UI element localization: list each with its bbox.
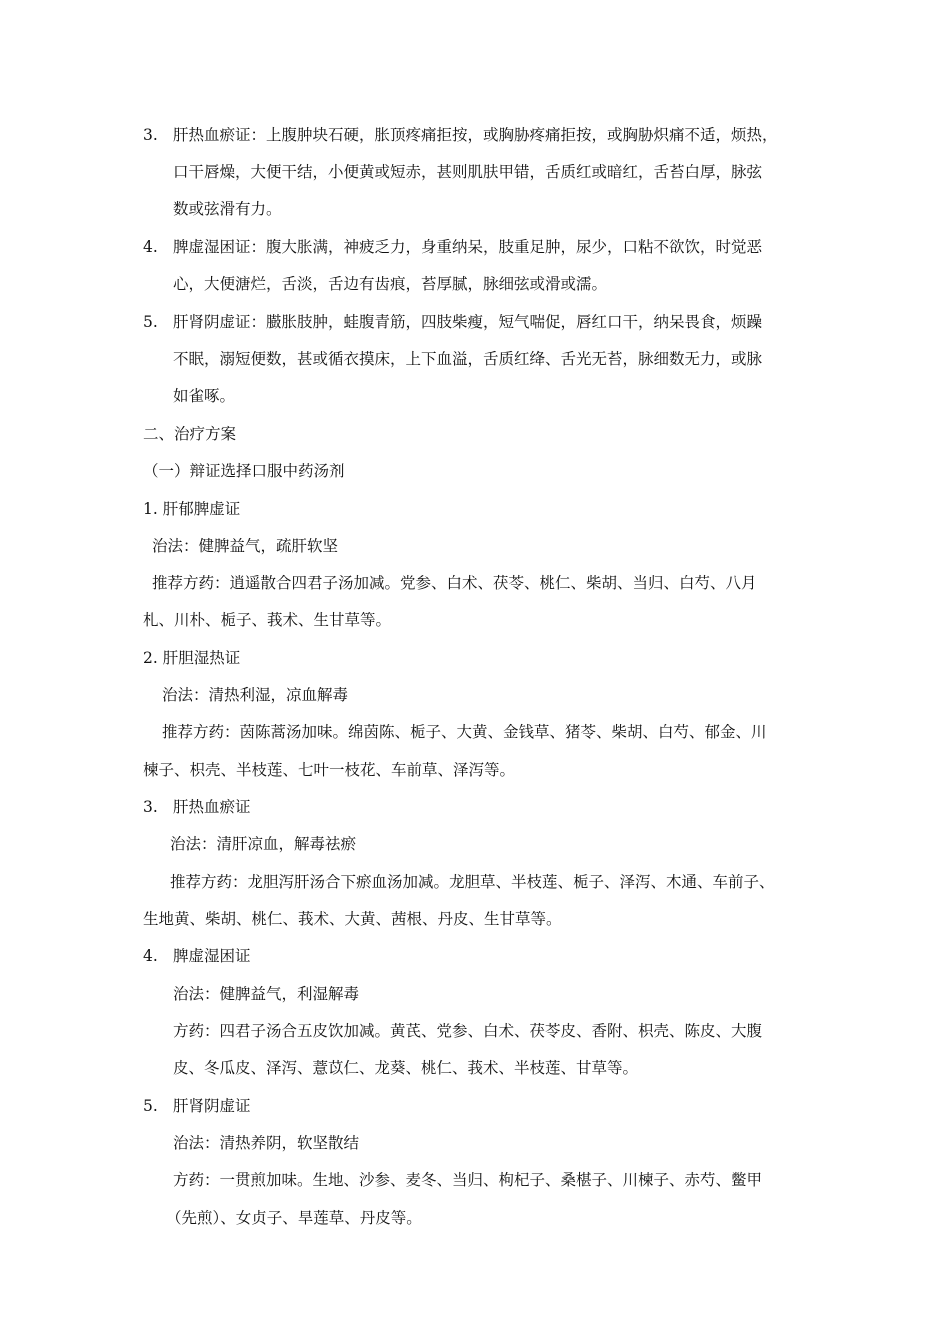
text-line: 如雀啄。 bbox=[173, 387, 236, 405]
formula-line: 推荐方药：逍遥散合四君子汤加减。党参、白术、茯苓、桃仁、柴胡、当归、白芍、八月 bbox=[152, 574, 757, 592]
formula-line: 楝子、枳壳、半枝莲、七叶一枝花、车前草、泽泻等。 bbox=[143, 761, 516, 779]
treatment-method: 治法：清热养阴，软坚散结 bbox=[173, 1134, 360, 1152]
list-number: 5. bbox=[143, 313, 158, 331]
formula-line: 方药：一贯煎加味。生地、沙参、麦冬、当归、枸杞子、桑椹子、川楝子、赤芍、鳖甲 bbox=[173, 1171, 763, 1189]
treatment-method: 治法：健脾益气，利湿解毒 bbox=[173, 985, 360, 1003]
formula-line: （先煎）、女贞子、旱莲草、丹皮等。 bbox=[166, 1209, 422, 1227]
subsection-title: （一）辩证选择口服中药汤剂 bbox=[143, 462, 345, 480]
treatment-method: 治法：清热利湿，凉血解毒 bbox=[162, 686, 349, 704]
text-line: 脾虚湿困证：腹大胀满，神疲乏力，身重纳呆，肢重足肿，尿少，口粘不欲饮，时觉恶 bbox=[173, 238, 763, 256]
text-line: 数或弦滑有力。 bbox=[173, 200, 282, 218]
list-number: 5. bbox=[143, 1097, 158, 1115]
treatment-heading: 肝肾阴虚证 bbox=[173, 1097, 251, 1115]
formula-line: 札、川朴、栀子、莪术、生甘草等。 bbox=[143, 611, 392, 629]
text-line: 肝热血瘀证：上腹肿块石硬，胀顶疼痛拒按，或胸胁疼痛拒按，或胸胁炽痛不适，烦热， bbox=[173, 126, 778, 144]
formula-line: 推荐方药：茵陈蒿汤加味。绵茵陈、栀子、大黄、金钱草、猪苓、柴胡、白芍、郁金、川 bbox=[162, 723, 767, 741]
formula-line: 推荐方药：龙胆泻肝汤合下瘀血汤加减。龙胆草、半枝莲、栀子、泽泻、木通、车前子、 bbox=[170, 873, 775, 891]
formula-line: 方药：四君子汤合五皮饮加减。黄芪、党参、白术、茯苓皮、香附、枳壳、陈皮、大腹 bbox=[173, 1022, 763, 1040]
list-number: 4. bbox=[143, 238, 158, 256]
text-line: 心，大便溏烂，舌淡，舌边有齿痕，苔厚腻，脉细弦或滑或濡。 bbox=[173, 275, 608, 293]
section-title: 二、治疗方案 bbox=[143, 425, 237, 443]
text-line: 肝肾阴虚证：臌胀肢肿，蛙腹青筋，四肢柴瘦，短气喘促，唇红口干，纳呆畏食，烦躁 bbox=[173, 313, 763, 331]
treatment-heading: 2. 肝胆湿热证 bbox=[143, 649, 241, 667]
treatment-heading: 肝热血瘀证 bbox=[173, 798, 251, 816]
treatment-heading: 1. 肝郁脾虚证 bbox=[143, 500, 241, 518]
list-number: 3. bbox=[143, 126, 158, 144]
text-line: 口干唇燥，大便干结，小便黄或短赤，甚则肌肤甲错，舌质红或暗红，舌苔白厚，脉弦 bbox=[173, 163, 763, 181]
formula-line: 皮、冬瓜皮、泽泻、薏苡仁、龙葵、桃仁、莪术、半枝莲、甘草等。 bbox=[173, 1059, 639, 1077]
list-number: 4. bbox=[143, 947, 158, 965]
treatment-method: 治法：健脾益气，疏肝软坚 bbox=[152, 537, 339, 555]
treatment-method: 治法：清肝凉血，解毒祛瘀 bbox=[170, 835, 357, 853]
formula-line: 生地黄、柴胡、桃仁、莪术、大黄、茜根、丹皮、生甘草等。 bbox=[143, 910, 562, 928]
list-number: 3. bbox=[143, 798, 158, 816]
treatment-heading: 脾虚湿困证 bbox=[173, 947, 251, 965]
text-line: 不眠，溺短便数，甚或循衣摸床，上下血溢，舌质红绛、舌光无苔，脉细数无力，或脉 bbox=[173, 350, 763, 368]
